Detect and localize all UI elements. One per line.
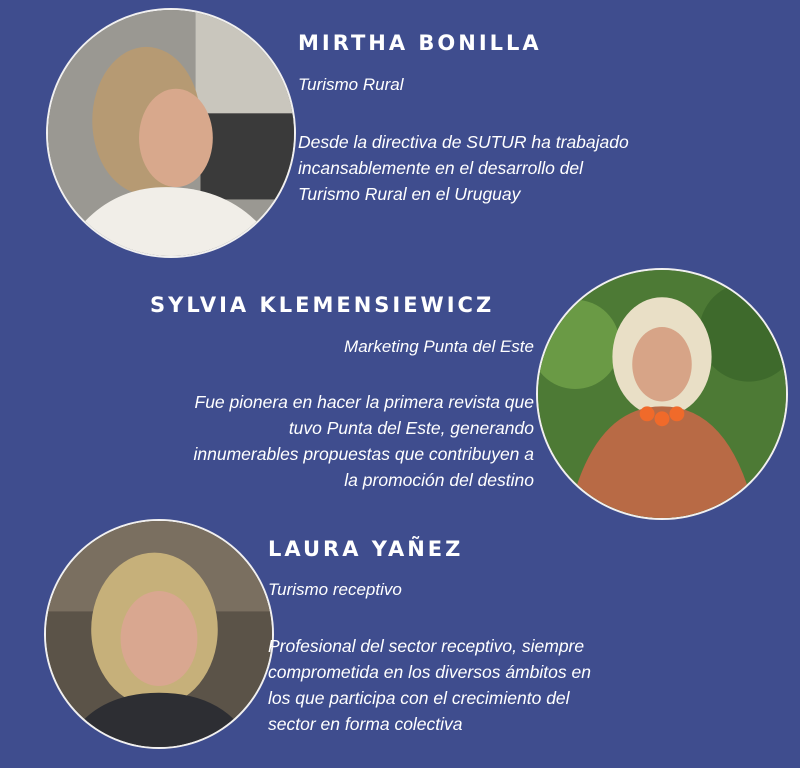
person-description-mirtha-bonilla bbox=[298, 129, 629, 207]
description-line: Desde la directiva de SUTUR ha trabajado bbox=[298, 132, 629, 152]
description-line: Fue pionera en hacer la primera revista que bbox=[194, 392, 534, 412]
person-name-mirtha-bonilla: MIRTHA BONILLA bbox=[298, 31, 542, 55]
portrait-photo-laura-yanez bbox=[44, 519, 274, 749]
person-role-sylvia-klemensiewicz: Marketing Punta del Este bbox=[344, 337, 534, 356]
description-line: incansablemente en el desarrollo del bbox=[298, 158, 584, 178]
person-name-laura-yanez: LAURA YAÑEZ bbox=[268, 537, 464, 561]
description-line: tuvo Punta del Este, generando bbox=[288, 418, 534, 438]
description-line: Turismo Rural en el Uruguay bbox=[298, 184, 521, 204]
portrait-photo-mirtha-bonilla bbox=[46, 8, 296, 258]
person-description-sylvia-klemensiewicz bbox=[194, 389, 535, 493]
description-line: comprometida en los diversos ámbitos en bbox=[268, 662, 591, 682]
description-line: los que participa con el crecimiento del bbox=[268, 688, 570, 708]
description-line: innumerables propuestas que contribuyen a bbox=[193, 444, 534, 464]
description-line: sector en forma colectiva bbox=[268, 714, 463, 734]
description-line: la promoción del destino bbox=[344, 470, 534, 490]
portrait-photo-sylvia-klemensiewicz bbox=[536, 268, 788, 520]
person-name-sylvia-klemensiewicz: SYLVIA KLEMENSIEWICZ bbox=[150, 293, 495, 317]
person-description-laura-yanez bbox=[268, 633, 591, 737]
description-line: Profesional del sector receptivo, siempre bbox=[268, 636, 585, 656]
person-role-mirtha-bonilla: Turismo Rural bbox=[298, 75, 404, 94]
person-role-laura-yanez: Turismo receptivo bbox=[268, 580, 402, 599]
